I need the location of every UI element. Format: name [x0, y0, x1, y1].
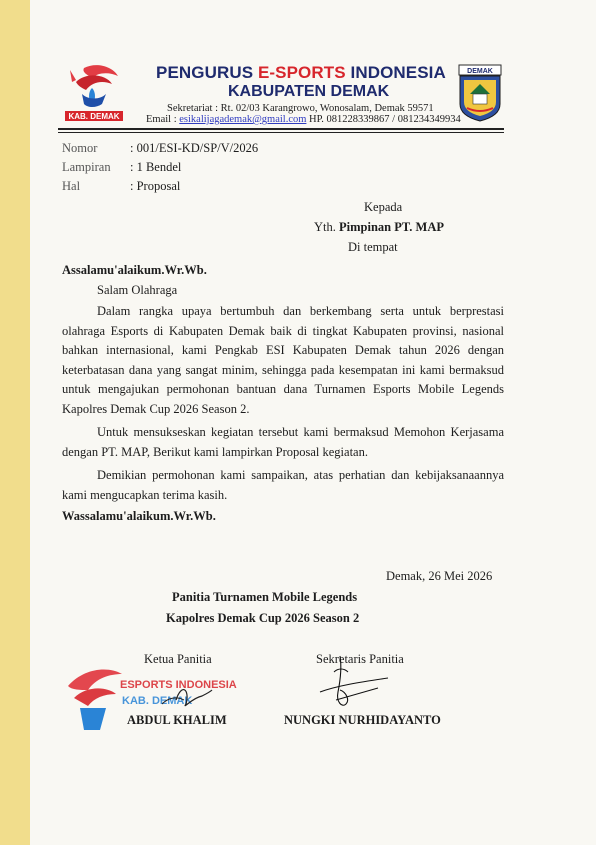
committee-line-2: Kapolres Demak Cup 2026 Season 2 — [166, 611, 360, 625]
nomor-value: : 001/ESI-KD/SP/V/2026 — [130, 141, 259, 155]
org-title-line2: KABUPATEN DEMAK — [228, 83, 390, 100]
lampiran-label: Lampiran — [62, 160, 111, 174]
chair-title: Ketua Panitia — [144, 652, 212, 666]
place-date: Demak, 26 Mei 2026 — [386, 569, 493, 583]
secretary-title: Sekretaris Panitia — [316, 652, 404, 666]
committee-line-1: Panitia Turnamen Mobile Legends — [172, 590, 358, 604]
secretary-signature — [316, 652, 396, 714]
stamp-text-top: ESPORTS INDONESIA — [120, 679, 237, 691]
contact-line: Email : esikalijagademak@gmail.com HP. 081228339867 / 081234349934 — [146, 114, 461, 125]
header-rule-thick — [58, 128, 504, 130]
hal-label: Hal — [62, 179, 81, 193]
binding-strip — [0, 0, 30, 845]
recipient-place: Di tempat — [348, 240, 398, 254]
chair-name: ABDUL KHALIM — [127, 713, 227, 727]
org-title-line1: PENGURUS E-SPORTS INDONESIA — [156, 63, 446, 82]
esports-logo — [62, 60, 126, 122]
paragraph-closing: Demikian permohonan kami sampaikan, atas perhatian dan kebijaksanaannya kami mengucapkan terima kasih. — [62, 468, 504, 502]
recipient-kepada: Kepada — [364, 200, 403, 214]
salam-olahraga: Salam Olahraga — [97, 283, 178, 297]
stamp-text-bottom: KAB. DEMAK — [122, 695, 193, 707]
demak-emblem — [458, 64, 502, 122]
header-rule-thin — [58, 132, 504, 133]
paragraph-cooperation: Untuk mensukseskan kegiatan tersebut kami bermaksud Memohon Kerjasama dengan PT. MAP, Berikut kami lampirkan Proposal kegiatan. — [62, 425, 504, 459]
paragraph-request: Dalam rangka upaya bertumbuh dan berkembang serta untuk berprestasi olahraga Esports di Kabupaten Demak baik di tingkat Kabupaten provinsi, nasional bahkan internasional, kami Pengkab ESI Kabupaten Demak tahun 2026 dengan keterbatasan dana yang sangat minim, sehingga pada kesempatan ini kami bermaksud untuk mengajukan permohonan bantuan dana Turnamen Esports Mobile Legends Kapolres Demak Cup 2026 Season 2. — [62, 304, 504, 416]
nomor-label: Nomor — [62, 141, 98, 155]
logo-caption: KAB. DEMAK — [68, 112, 120, 121]
hal-value: : Proposal — [130, 179, 181, 193]
secretary-name: NUNGKI NURHIDAYANTO — [284, 713, 441, 727]
email-link[interactable]: esikalijagademak@gmail.com — [179, 114, 307, 125]
lampiran-value: : 1 Bendel — [130, 160, 182, 174]
secretariat-address: Sekretariat : Rt. 02/03 Karangrowo, Wonosalam, Demak 59571 — [167, 103, 434, 114]
emblem-caption: DEMAK — [467, 68, 493, 75]
body-text — [62, 302, 504, 505]
closing-greeting: Wassalamu'alaikum.Wr.Wb. — [62, 509, 216, 523]
recipient-name: Yth. Pimpinan PT. MAP — [314, 220, 444, 234]
opening-greeting: Assalamu'alaikum.Wr.Wb. — [62, 263, 207, 277]
